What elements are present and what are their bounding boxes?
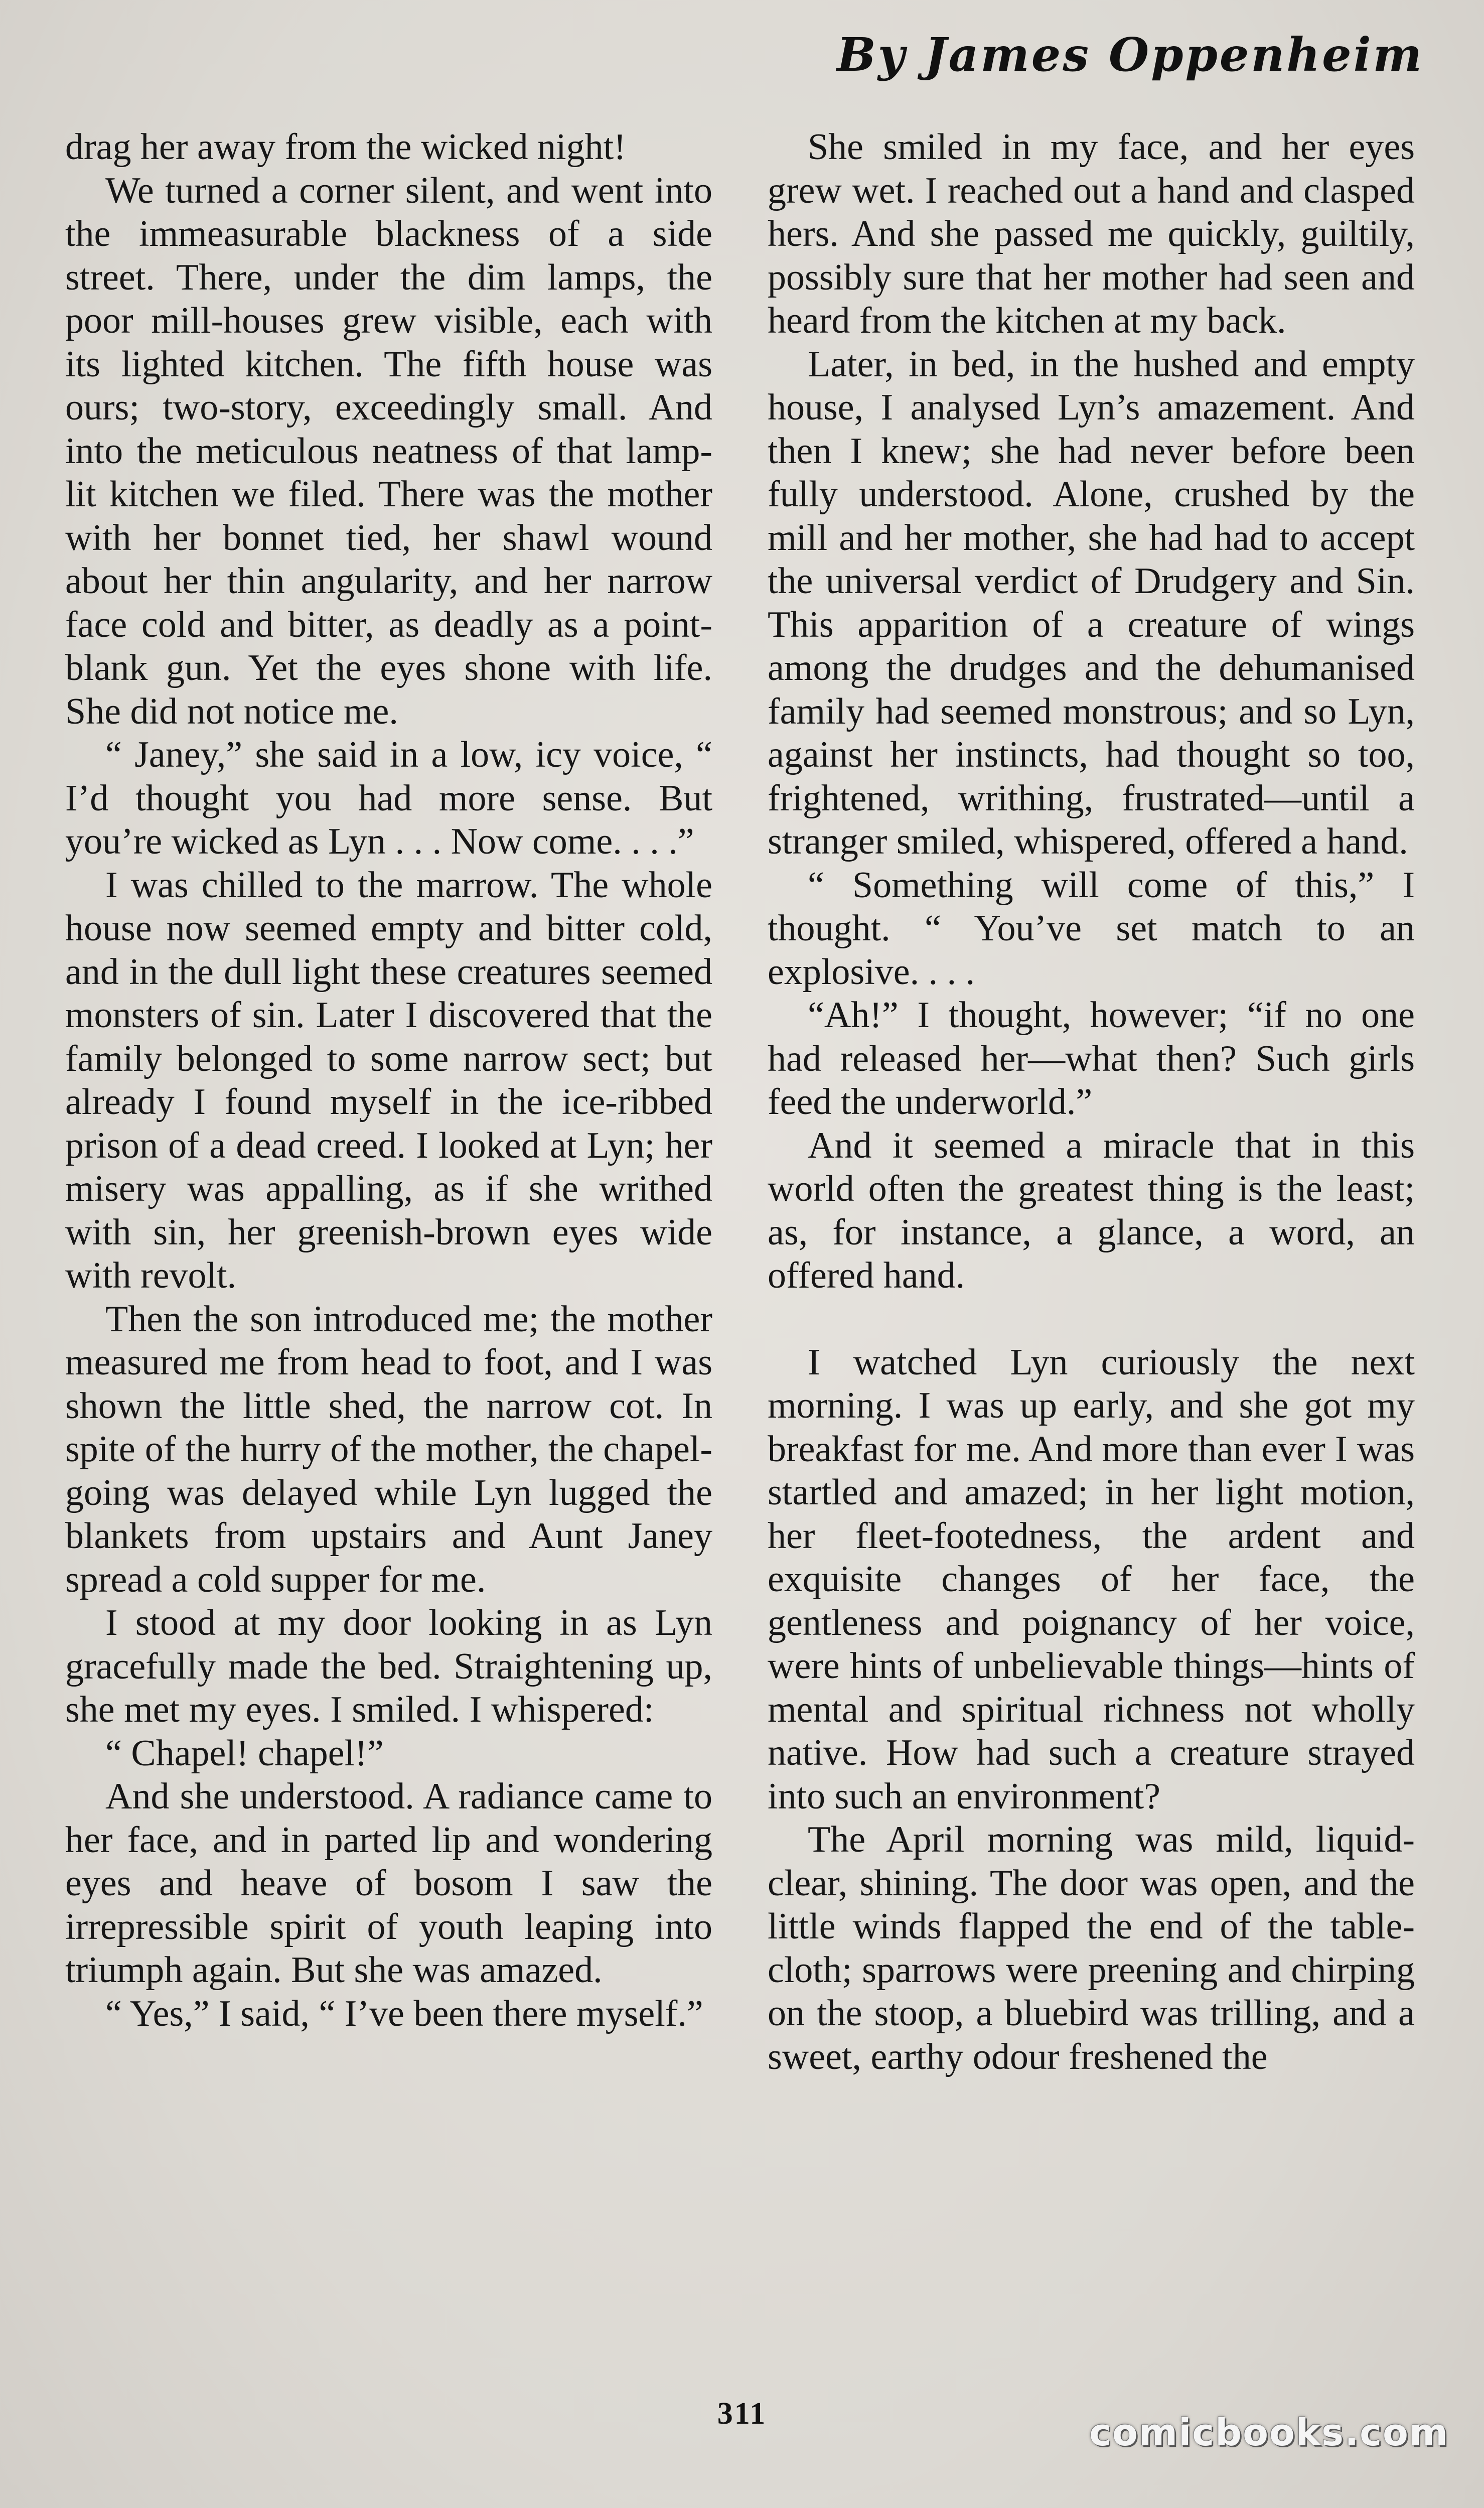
paragraph: Later, in bed, in the hushed and empty house, I analysed Lyn’s amazement. And then I knew; she had never before been fully understood. Alone, crushed by the mill and her mother, she had had to accept the universal verdict of Drudgery and Sin. This apparition of a creature of wings among the drudges and the dehumanised family had seemed monstrous; and so Lyn, against her instincts, had thought so too, frightened, writhing, frustrated—until a stranger smiled, whispered, offered a hand.: [768, 343, 1415, 862]
paragraph: She smiled in my face, and her eyes grew wet. I reached out a hand and clasped hers. And she passed me quickly, guiltily, possibly sure that her mother had seen and heard from the kitchen at my back.: [768, 126, 1415, 341]
paragraph: We turned a corner silent, and went into the immeasurable blackness of a side street. There, under the dim lamps, the poor mill-houses grew visible, each with its lighted kitchen. The fifth house was ours; two-story, exceedingly small. And into the meticulous neatness of that lamp-lit kitchen we filed. There was the mother with her bonnet tied, her shawl wound about her thin angularity, and her narrow face cold and bitter, as deadly as a point-blank gun. Yet the eyes shone with life. She did not notice me.: [65, 170, 712, 732]
author-byline: By James Oppenheim: [836, 28, 1424, 82]
paragraph: “ Chapel! chapel!”: [105, 1732, 384, 1774]
paragraph: I stood at my door looking in as Lyn gracefully made the bed. Straightening up, she met my eyes. I smiled. I whispered:: [65, 1602, 712, 1730]
paragraph: I was chilled to the marrow. The whole house now seemed empty and bitter cold, and in the dull light these creatures seemed monsters of sin. Later I discovered that the family belonged to some narrow sect; but already I found myself in the ice-ribbed prison of a dead creed. I looked at Lyn; her misery was appalling, as if she writhed with sin, her greenish-brown eyes wide with revolt.: [65, 864, 712, 1296]
paragraph: The April morning was mild, liquid-clear, shining. The door was open, and the little winds flapped the end of the table-cloth; sparrows were preening and chirping on the stoop, a bluebird was trilling, and a sweet, earthy odour freshened the: [768, 1819, 1415, 2077]
paragraph: “ Janey,” she said in a low, icy voice, “ I’d thought you had more sense. But you’re wicked as Lyn . . . Now come. . . .”: [65, 734, 712, 862]
watermark: comicbooks.com: [1089, 2411, 1449, 2454]
paragraph: And she understood. A radiance came to her face, and in parted lip and wondering eyes and heave of bosom I saw the irrepressible spirit of youth leaping into triumph again. But she was amazed.: [65, 1776, 712, 1991]
paragraph: “Ah!” I thought, however; “if no one had released her—what then? Such girls feed the underworld.”: [768, 995, 1415, 1123]
paragraph: drag her away from the wicked night!: [65, 126, 626, 168]
section-break: [768, 1298, 1415, 1341]
paragraph: And it seemed a miracle that in this world often the greatest thing is the least; as, for instance, a glance, a word, an offered hand.: [768, 1125, 1415, 1296]
paragraph: “ Yes,” I said, “ I’ve been there myself.”: [105, 1993, 703, 2034]
paragraph: Then the son introduced me; the mother measured me from head to foot, and I was shown the little shed, the narrow cot. In spite of the hurry of the mother, the chapel-going was delayed while Lyn lugged the blankets from upstairs and Aunt Janey spread a cold supper for me.: [65, 1298, 712, 1600]
right-column: [768, 125, 1415, 2078]
page-number: 311: [717, 2397, 767, 2431]
left-column: [65, 125, 712, 2035]
paragraph: “ Something will come of this,” I thought. “ You’ve set match to an explosive. . . .: [768, 864, 1415, 993]
paragraph: I watched Lyn curiously the next morning. I was up early, and she got my breakfast for me. And more than ever I was startled and amazed; in her light motion, her fleet-footedness, the ardent and exquisite changes of her face, the gentleness and poignancy of her voice, were hints of unbelievable things—hints of mental and spiritual richness not wholly native. How had such a creature strayed into such an environment?: [768, 1341, 1415, 1817]
